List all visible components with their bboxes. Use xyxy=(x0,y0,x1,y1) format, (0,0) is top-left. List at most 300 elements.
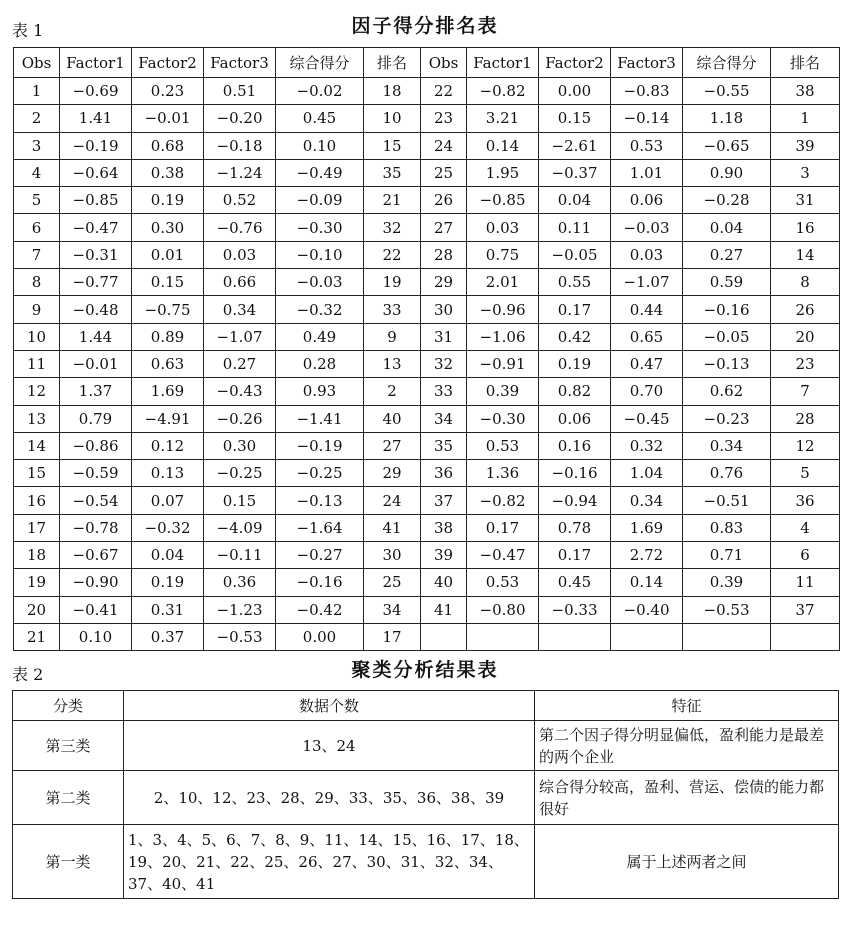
obs-cell: 33 xyxy=(421,378,467,405)
composite-score-cell: 0.71 xyxy=(683,542,771,569)
cluster-category: 第二类 xyxy=(13,771,124,825)
factor3-cell: 0.32 xyxy=(611,432,683,459)
obs-cell: 26 xyxy=(421,187,467,214)
factor3-cell: −1.07 xyxy=(204,323,276,350)
factor1-cell: 0.10 xyxy=(60,623,132,650)
header-obs: Obs xyxy=(421,48,467,78)
factor2-cell: 0.17 xyxy=(539,296,611,323)
composite-score-cell: −0.42 xyxy=(276,596,364,623)
rank-cell: 18 xyxy=(364,78,421,105)
composite-score-cell: −1.64 xyxy=(276,514,364,541)
header-category: 分类 xyxy=(13,691,124,721)
factor3-cell: 0.51 xyxy=(204,78,276,105)
obs-cell xyxy=(421,623,467,650)
rank-cell: 25 xyxy=(364,569,421,596)
factor2-cell: −0.37 xyxy=(539,159,611,186)
table-row xyxy=(14,296,840,323)
header-composite-score: 综合得分 xyxy=(683,48,771,78)
composite-score-cell: −0.55 xyxy=(683,78,771,105)
composite-score-cell: 0.04 xyxy=(683,214,771,241)
table-row xyxy=(14,159,840,186)
composite-score-cell: 0.34 xyxy=(683,432,771,459)
factor3-cell: 0.06 xyxy=(611,187,683,214)
obs-cell: 39 xyxy=(421,542,467,569)
obs-cell: 4 xyxy=(14,159,60,186)
rank-cell: 21 xyxy=(364,187,421,214)
composite-score-cell: −0.13 xyxy=(683,350,771,377)
factor2-cell: 0.17 xyxy=(539,542,611,569)
factor1-cell: 0.53 xyxy=(467,432,539,459)
factor2-cell: −0.05 xyxy=(539,241,611,268)
table-row xyxy=(14,405,840,432)
table-row xyxy=(14,132,840,159)
composite-score-cell: 0.62 xyxy=(683,378,771,405)
factor2-cell: 0.23 xyxy=(132,78,204,105)
factor1-cell: 1.37 xyxy=(60,378,132,405)
obs-cell: 30 xyxy=(421,296,467,323)
composite-score-cell: 0.28 xyxy=(276,350,364,377)
rank-cell: 7 xyxy=(771,378,840,405)
rank-cell: 12 xyxy=(771,432,840,459)
factor2-cell: 0.07 xyxy=(132,487,204,514)
factor3-cell: −0.14 xyxy=(611,105,683,132)
rank-cell: 22 xyxy=(364,241,421,268)
factor2-cell: 0.13 xyxy=(132,460,204,487)
factor3-cell: 0.52 xyxy=(204,187,276,214)
factor1-cell: 0.75 xyxy=(467,241,539,268)
cluster-members: 13、24 xyxy=(124,721,535,771)
factor1-cell: 0.79 xyxy=(60,405,132,432)
composite-score-cell: 0.83 xyxy=(683,514,771,541)
obs-cell: 8 xyxy=(14,269,60,296)
obs-cell: 35 xyxy=(421,432,467,459)
factor2-cell: 0.16 xyxy=(539,432,611,459)
factor3-cell: −0.20 xyxy=(204,105,276,132)
factor1-cell: −0.67 xyxy=(60,542,132,569)
rank-cell: 31 xyxy=(771,187,840,214)
header-factor3: Factor3 xyxy=(611,48,683,78)
composite-score-cell: −0.30 xyxy=(276,214,364,241)
factor3-cell: 0.03 xyxy=(611,241,683,268)
factor1-cell: 1.95 xyxy=(467,159,539,186)
cluster-analysis-table xyxy=(12,690,839,899)
composite-score-cell: −0.51 xyxy=(683,487,771,514)
composite-score-cell: −0.05 xyxy=(683,323,771,350)
table1-title: 因子得分排名表 xyxy=(351,15,499,37)
factor3-cell: −0.43 xyxy=(204,378,276,405)
composite-score-cell: 0.76 xyxy=(683,460,771,487)
factor1-cell: 1.41 xyxy=(60,105,132,132)
table-row xyxy=(14,105,840,132)
factor2-cell: 0.15 xyxy=(132,269,204,296)
composite-score-cell: 0.27 xyxy=(683,241,771,268)
obs-cell: 10 xyxy=(14,323,60,350)
composite-score-cell: 0.90 xyxy=(683,159,771,186)
header-rank: 排名 xyxy=(364,48,421,78)
factor3-cell: 0.30 xyxy=(204,432,276,459)
factor1-cell: 0.14 xyxy=(467,132,539,159)
factor1-cell: −0.31 xyxy=(60,241,132,268)
factor1-cell: 0.17 xyxy=(467,514,539,541)
factor1-cell: 2.01 xyxy=(467,269,539,296)
obs-cell: 36 xyxy=(421,460,467,487)
rank-cell: 29 xyxy=(364,460,421,487)
obs-cell: 32 xyxy=(421,350,467,377)
factor3-cell: −0.53 xyxy=(204,623,276,650)
factor1-cell: −0.47 xyxy=(467,542,539,569)
factor1-cell: −0.41 xyxy=(60,596,132,623)
factor3-cell: −0.25 xyxy=(204,460,276,487)
rank-cell: 3 xyxy=(771,159,840,186)
table-row xyxy=(14,241,840,268)
composite-score-cell: 0.10 xyxy=(276,132,364,159)
table-row xyxy=(14,623,840,650)
rank-cell: 15 xyxy=(364,132,421,159)
factor1-cell: 3.21 xyxy=(467,105,539,132)
factor1-cell: −0.01 xyxy=(60,350,132,377)
factor3-cell: 0.27 xyxy=(204,350,276,377)
obs-cell: 40 xyxy=(421,569,467,596)
rank-cell: 10 xyxy=(364,105,421,132)
rank-cell: 16 xyxy=(771,214,840,241)
factor1-cell: −0.59 xyxy=(60,460,132,487)
rank-cell: 5 xyxy=(771,460,840,487)
rank-cell: 1 xyxy=(771,105,840,132)
composite-score-cell: −0.16 xyxy=(276,569,364,596)
factor3-cell: −0.03 xyxy=(611,214,683,241)
composite-score-cell: 1.18 xyxy=(683,105,771,132)
obs-cell: 38 xyxy=(421,514,467,541)
factor2-cell: 0.04 xyxy=(539,187,611,214)
table-row xyxy=(14,78,840,105)
header-obs: Obs xyxy=(14,48,60,78)
factor1-cell: −0.64 xyxy=(60,159,132,186)
factor1-cell: 1.44 xyxy=(60,323,132,350)
factor2-cell: 0.31 xyxy=(132,596,204,623)
factor3-cell: −0.11 xyxy=(204,542,276,569)
table-row xyxy=(14,432,840,459)
obs-cell: 22 xyxy=(421,78,467,105)
composite-score-cell: −0.25 xyxy=(276,460,364,487)
factor1-cell: −0.47 xyxy=(60,214,132,241)
rank-cell: 35 xyxy=(364,159,421,186)
rank-cell: 28 xyxy=(771,405,840,432)
factor1-cell: −0.80 xyxy=(467,596,539,623)
obs-cell: 7 xyxy=(14,241,60,268)
cluster-feature: 综合得分较高，盈利、营运、偿债的能力都很好 xyxy=(535,771,839,825)
factor3-cell: −1.07 xyxy=(611,269,683,296)
factor1-cell: −0.90 xyxy=(60,569,132,596)
factor3-cell: 0.34 xyxy=(611,487,683,514)
factor3-cell: −0.83 xyxy=(611,78,683,105)
factor2-cell: −4.91 xyxy=(132,405,204,432)
composite-score-cell: −0.53 xyxy=(683,596,771,623)
header-composite-score: 综合得分 xyxy=(276,48,364,78)
composite-score-cell: −1.41 xyxy=(276,405,364,432)
obs-cell: 24 xyxy=(421,132,467,159)
factor2-cell: 0.55 xyxy=(539,269,611,296)
obs-cell: 5 xyxy=(14,187,60,214)
composite-score-cell: −0.16 xyxy=(683,296,771,323)
obs-cell: 31 xyxy=(421,323,467,350)
obs-cell: 28 xyxy=(421,241,467,268)
factor1-cell: −0.54 xyxy=(60,487,132,514)
obs-cell: 14 xyxy=(14,432,60,459)
composite-score-cell: 0.59 xyxy=(683,269,771,296)
factor2-cell: 0.06 xyxy=(539,405,611,432)
table-row xyxy=(14,350,840,377)
composite-score-cell: 0.93 xyxy=(276,378,364,405)
table-row xyxy=(13,825,839,899)
header-data-count: 数据个数 xyxy=(124,691,535,721)
obs-cell: 19 xyxy=(14,569,60,596)
factor3-cell: −1.24 xyxy=(204,159,276,186)
cluster-members: 2、10、12、23、28、29、33、35、36、38、39 xyxy=(124,771,535,825)
obs-cell: 3 xyxy=(14,132,60,159)
composite-score-cell: −0.65 xyxy=(683,132,771,159)
rank-cell: 9 xyxy=(364,323,421,350)
factor3-cell: 1.01 xyxy=(611,159,683,186)
header-factor3: Factor3 xyxy=(204,48,276,78)
table-row xyxy=(14,269,840,296)
rank-cell: 23 xyxy=(771,350,840,377)
factor2-cell: −0.33 xyxy=(539,596,611,623)
composite-score-cell: −0.28 xyxy=(683,187,771,214)
composite-score-cell: −0.32 xyxy=(276,296,364,323)
composite-score-cell: −0.23 xyxy=(683,405,771,432)
factor2-cell: 0.37 xyxy=(132,623,204,650)
rank-cell: 13 xyxy=(364,350,421,377)
rank-cell: 36 xyxy=(771,487,840,514)
rank-cell: 34 xyxy=(364,596,421,623)
rank-cell: 27 xyxy=(364,432,421,459)
factor2-cell: 0.19 xyxy=(132,187,204,214)
obs-cell: 27 xyxy=(421,214,467,241)
factor2-cell: 0.04 xyxy=(132,542,204,569)
obs-cell: 13 xyxy=(14,405,60,432)
obs-cell: 41 xyxy=(421,596,467,623)
table-row xyxy=(14,323,840,350)
factor2-cell: 0.12 xyxy=(132,432,204,459)
obs-cell: 18 xyxy=(14,542,60,569)
cluster-feature: 第二个因子得分明显偏低，盈利能力是最差的两个企业 xyxy=(535,721,839,771)
factor3-cell: 0.15 xyxy=(204,487,276,514)
table-row xyxy=(14,514,840,541)
factor2-cell: −0.75 xyxy=(132,296,204,323)
factor1-cell: 1.36 xyxy=(467,460,539,487)
factor1-cell: −0.91 xyxy=(467,350,539,377)
factor1-cell: −0.48 xyxy=(60,296,132,323)
table-row xyxy=(13,771,839,825)
factor2-cell: −0.94 xyxy=(539,487,611,514)
table1-header-row xyxy=(14,48,840,78)
obs-cell: 29 xyxy=(421,269,467,296)
composite-score-cell: −0.02 xyxy=(276,78,364,105)
factor3-cell: 0.14 xyxy=(611,569,683,596)
rank-cell: 14 xyxy=(771,241,840,268)
rank-cell: 4 xyxy=(771,514,840,541)
factor3-cell: −0.26 xyxy=(204,405,276,432)
factor3-cell: −0.76 xyxy=(204,214,276,241)
composite-score-cell: 0.39 xyxy=(683,569,771,596)
header-factor1: Factor1 xyxy=(467,48,539,78)
factor1-cell: −0.78 xyxy=(60,514,132,541)
rank-cell: 19 xyxy=(364,269,421,296)
composite-score-cell: −0.19 xyxy=(276,432,364,459)
composite-score-cell: −0.03 xyxy=(276,269,364,296)
obs-cell: 2 xyxy=(14,105,60,132)
composite-score-cell: −0.27 xyxy=(276,542,364,569)
factor3-cell: 0.70 xyxy=(611,378,683,405)
factor1-cell: −0.96 xyxy=(467,296,539,323)
factor2-cell: 0.01 xyxy=(132,241,204,268)
composite-score-cell xyxy=(683,623,771,650)
factor2-cell: 0.78 xyxy=(539,514,611,541)
factor2-cell: 0.68 xyxy=(132,132,204,159)
rank-cell: 17 xyxy=(364,623,421,650)
factor3-cell: −0.18 xyxy=(204,132,276,159)
factor1-cell xyxy=(467,623,539,650)
factor2-cell: 0.38 xyxy=(132,159,204,186)
obs-cell: 1 xyxy=(14,78,60,105)
factor1-cell: −0.82 xyxy=(467,487,539,514)
factor1-cell: −0.85 xyxy=(60,187,132,214)
factor1-cell: −0.19 xyxy=(60,132,132,159)
factor2-cell: 0.82 xyxy=(539,378,611,405)
table1-label: 表 1 xyxy=(12,21,44,40)
header-factor1: Factor1 xyxy=(60,48,132,78)
factor3-cell xyxy=(611,623,683,650)
obs-cell: 23 xyxy=(421,105,467,132)
rank-cell: 8 xyxy=(771,269,840,296)
factor2-cell: −0.16 xyxy=(539,460,611,487)
cluster-members: 1、3、4、5、6、7、8、9、11、14、15、16、17、18、19、20、21、22、25、26、27、30、31、32、34、37、40、41 xyxy=(124,825,535,899)
factor1-cell: −0.69 xyxy=(60,78,132,105)
factor3-cell: 0.47 xyxy=(611,350,683,377)
table-row xyxy=(14,487,840,514)
header-feature: 特征 xyxy=(535,691,839,721)
factor1-cell: −1.06 xyxy=(467,323,539,350)
factor1-cell: −0.82 xyxy=(467,78,539,105)
rank-cell: 2 xyxy=(364,378,421,405)
factor3-cell: 0.03 xyxy=(204,241,276,268)
factor3-cell: 0.36 xyxy=(204,569,276,596)
factor2-cell: 1.69 xyxy=(132,378,204,405)
factor3-cell: 0.65 xyxy=(611,323,683,350)
factor2-cell: 0.42 xyxy=(539,323,611,350)
obs-cell: 25 xyxy=(421,159,467,186)
header-factor2: Factor2 xyxy=(539,48,611,78)
composite-score-cell: 0.45 xyxy=(276,105,364,132)
composite-score-cell: −0.13 xyxy=(276,487,364,514)
table-row xyxy=(14,187,840,214)
table-row xyxy=(14,569,840,596)
factor1-cell: −0.85 xyxy=(467,187,539,214)
rank-cell: 32 xyxy=(364,214,421,241)
factor3-cell: 0.66 xyxy=(204,269,276,296)
factor1-cell: −0.86 xyxy=(60,432,132,459)
factor1-cell: 0.53 xyxy=(467,569,539,596)
factor3-cell: 1.04 xyxy=(611,460,683,487)
table-row xyxy=(14,460,840,487)
factor3-cell: 0.53 xyxy=(611,132,683,159)
rank-cell: 40 xyxy=(364,405,421,432)
factor2-cell xyxy=(539,623,611,650)
table2-label: 表 2 xyxy=(12,665,44,684)
factor2-cell: 0.00 xyxy=(539,78,611,105)
factor2-cell: 0.89 xyxy=(132,323,204,350)
table2-title: 聚类分析结果表 xyxy=(351,659,499,681)
header-rank: 排名 xyxy=(771,48,840,78)
factor2-cell: 0.19 xyxy=(539,350,611,377)
obs-cell: 6 xyxy=(14,214,60,241)
rank-cell: 33 xyxy=(364,296,421,323)
factor3-cell: −4.09 xyxy=(204,514,276,541)
obs-cell: 20 xyxy=(14,596,60,623)
rank-cell: 39 xyxy=(771,132,840,159)
table-row xyxy=(13,721,839,771)
obs-cell: 16 xyxy=(14,487,60,514)
table-row xyxy=(14,596,840,623)
rank-cell: 26 xyxy=(771,296,840,323)
obs-cell: 34 xyxy=(421,405,467,432)
composite-score-cell: −0.49 xyxy=(276,159,364,186)
rank-cell: 24 xyxy=(364,487,421,514)
factor3-cell: −1.23 xyxy=(204,596,276,623)
factor-score-table xyxy=(13,47,840,651)
obs-cell: 11 xyxy=(14,350,60,377)
factor3-cell: 0.34 xyxy=(204,296,276,323)
table-row xyxy=(14,214,840,241)
cluster-category: 第三类 xyxy=(13,721,124,771)
factor1-cell: −0.77 xyxy=(60,269,132,296)
factor2-cell: −0.32 xyxy=(132,514,204,541)
obs-cell: 17 xyxy=(14,514,60,541)
obs-cell: 12 xyxy=(14,378,60,405)
factor2-cell: 0.15 xyxy=(539,105,611,132)
obs-cell: 9 xyxy=(14,296,60,323)
composite-score-cell: −0.10 xyxy=(276,241,364,268)
factor1-cell: 0.39 xyxy=(467,378,539,405)
factor2-cell: 0.30 xyxy=(132,214,204,241)
rank-cell xyxy=(771,623,840,650)
rank-cell: 11 xyxy=(771,569,840,596)
rank-cell: 20 xyxy=(771,323,840,350)
rank-cell: 30 xyxy=(364,542,421,569)
factor3-cell: −0.40 xyxy=(611,596,683,623)
factor2-cell: 0.63 xyxy=(132,350,204,377)
obs-cell: 37 xyxy=(421,487,467,514)
cluster-feature: 属于上述两者之间 xyxy=(535,825,839,899)
factor3-cell: 0.44 xyxy=(611,296,683,323)
factor2-cell: 0.45 xyxy=(539,569,611,596)
composite-score-cell: 0.00 xyxy=(276,623,364,650)
rank-cell: 37 xyxy=(771,596,840,623)
factor1-cell: −0.30 xyxy=(467,405,539,432)
factor3-cell: 1.69 xyxy=(611,514,683,541)
rank-cell: 41 xyxy=(364,514,421,541)
composite-score-cell: −0.09 xyxy=(276,187,364,214)
factor3-cell: −0.45 xyxy=(611,405,683,432)
obs-cell: 21 xyxy=(14,623,60,650)
table2-header-row xyxy=(13,691,839,721)
factor2-cell: −2.61 xyxy=(539,132,611,159)
cluster-category: 第一类 xyxy=(13,825,124,899)
rank-cell: 38 xyxy=(771,78,840,105)
factor2-cell: 0.11 xyxy=(539,214,611,241)
factor2-cell: 0.19 xyxy=(132,569,204,596)
table-row xyxy=(14,542,840,569)
